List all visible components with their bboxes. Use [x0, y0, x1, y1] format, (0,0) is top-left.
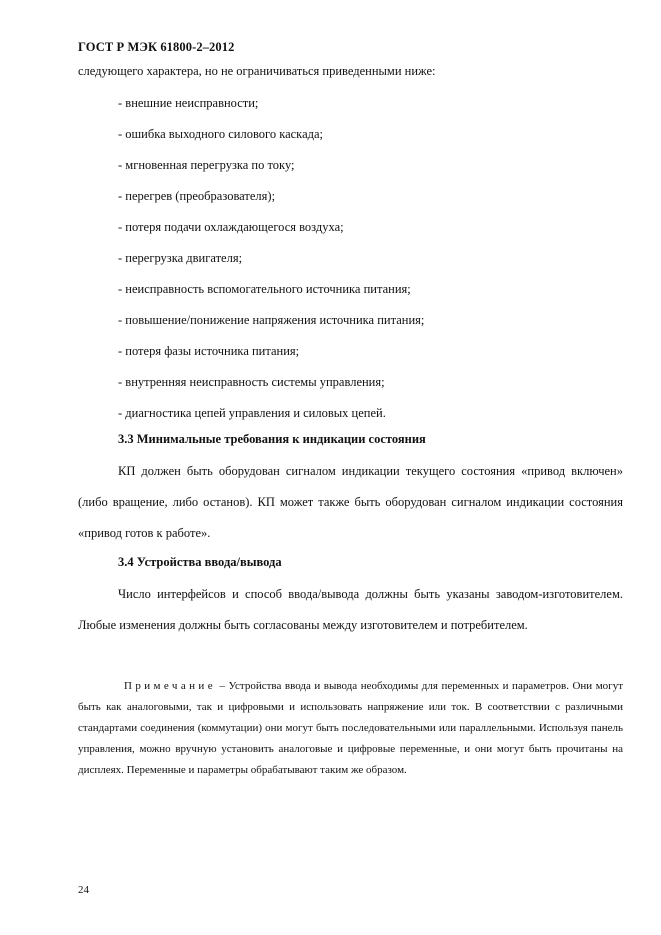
document-header: ГОСТ Р МЭК 61800-2–2012: [78, 40, 235, 54]
list-item: - потеря фазы источника питания;: [118, 344, 300, 358]
list-item: - потеря подачи охлаждающегося воздуха;: [118, 220, 344, 234]
section-3-4-heading: 3.4 Устройства ввода/вывода: [118, 555, 282, 569]
list-item: - внешние неисправности;: [118, 96, 259, 110]
list-item: - мгновенная перегрузка по току;: [118, 158, 295, 172]
note-block: [78, 676, 623, 781]
note-label: Примечание: [124, 680, 216, 692]
list-item: - неисправность вспомогательного источника питания;: [118, 282, 411, 296]
list-item: - перегрев (преобразователя);: [118, 189, 276, 203]
note-text: – Устройства ввода и вывода необходимы для переменных и параметров. Они могут быть как аналоговыми, так и цифровыми и использовать напряжение или ток. В соответствии с различными стандартами соединения (коммутации) они могут быть последовательными или параллельными. Используя панель управления, можно вручную установить аналоговые и цифровые переменные, и они могут быть прочитаны на дисплеях. Переменные и параметры обрабатывают таким же образом.: [78, 680, 623, 776]
page-number: 24: [78, 884, 89, 896]
section-3-3-heading: 3.3 Минимальные требования к индикации состояния: [118, 432, 426, 446]
section-3-3-paragraph: КП должен быть оборудован сигналом индикации текущего состояния «привод включен» (либо вращение, либо останов). КП может также быть оборудован сигналом индикации состояния «привод готов к работе».: [78, 464, 623, 540]
list-item: - перегрузка двигателя;: [118, 251, 243, 265]
list-item: - диагностика цепей управления и силовых цепей.: [118, 406, 386, 420]
list-item: - повышение/понижение напряжения источника питания;: [118, 313, 425, 327]
list-item: - ошибка выходного силового каскада;: [118, 127, 323, 141]
section-3-4-paragraph: Число интерфейсов и способ ввода/вывода должны быть указаны заводом-изготовителем. Любые изменения должны быть согласованы между изготовителем и потребителем.: [78, 587, 623, 632]
list-item: - внутренняя неисправность системы управления;: [118, 375, 385, 389]
fault-list: [118, 95, 424, 436]
intro-text: следующего характера, но не ограничиваться приведенными ниже:: [78, 64, 436, 78]
